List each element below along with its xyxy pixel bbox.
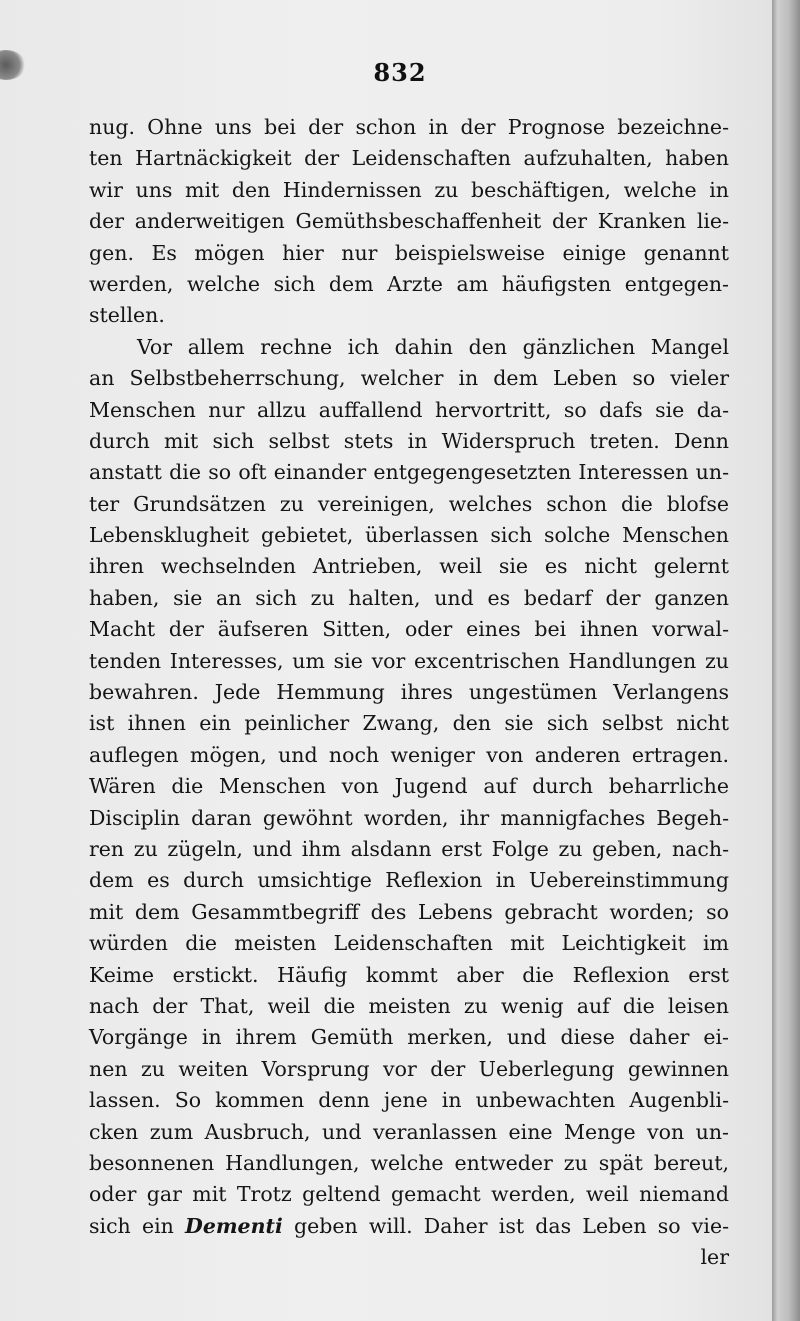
body-text	[89, 112, 729, 1273]
page-edge	[772, 0, 800, 1321]
text-line: ren zu zügeln, und ihm alsdann erst Folge zu geben, nach-	[89, 836, 729, 861]
text-line: wir uns mit den Hindernissen zu beschäftigen, welche in	[89, 177, 729, 202]
text-line: anstatt die so oft einander entgegengesetzten Interessen un-	[89, 460, 729, 485]
text-line: durch mit sich selbst stets in Widerspruch treten. Denn	[89, 428, 729, 453]
text-line: besonnenen Handlungen, welche entweder zu spät bereut,	[89, 1150, 729, 1175]
text-line: der anderweitigen Gemüthsbeschaffenheit der Kranken lie-	[89, 209, 729, 234]
text-line: lassen. So kommen denn jene in unbewachten Augenbli-	[89, 1088, 729, 1113]
text-line: Vorgänge in ihrem Gemüth merken, und diese daher ei-	[89, 1025, 729, 1050]
text-line: Keime erstickt. Häufig kommt aber die Reflexion erst	[89, 962, 729, 987]
text-line: ihren wechselnden Antrieben, weil sie es nicht gelernt	[89, 554, 729, 579]
text-line: werden, welche sich dem Arzte am häufigsten entgegen-	[89, 271, 729, 296]
catchword: ler	[700, 1245, 729, 1270]
text-line: nen zu weiten Vorsprung vor der Ueberlegung gewinnen	[89, 1056, 729, 1081]
text-line: Menschen nur allzu auffallend hervortritt, so dafs sie da-	[89, 397, 729, 422]
paragraph-first-line: Vor allem rechne ich dahin den gänzlichen Mangel	[137, 334, 729, 359]
text-line: würden die meisten Leidenschaften mit Leichtigkeit im	[89, 931, 729, 956]
page-number: 832	[373, 58, 427, 87]
text-line: bewahren. Jede Hemmung ihres ungestümen Verlangens	[89, 680, 729, 705]
text-line: an Selbstbeherrschung, welcher in dem Leben so vieler	[89, 366, 729, 391]
text-line: tenden Interesses, um sie vor excentrischen Handlungen zu	[89, 648, 729, 673]
text-line: stellen.	[89, 303, 165, 328]
text-line: ten Hartnäckigkeit der Leidenschaften aufzuhalten, haben	[89, 146, 729, 171]
text-line: nach der That, weil die meisten zu wenig auf die leisen	[89, 993, 729, 1018]
text-line: nug. Ohne uns bei der schon in der Prognose bezeichne-	[89, 115, 729, 139]
text-fragment: geben will. Daher ist das Leben so vie-	[282, 1213, 729, 1238]
text-line: haben, sie an sich zu halten, und es bedarf der ganzen	[89, 585, 729, 610]
text-line: gen. Es mögen hier nur beispielsweise einige genannt	[89, 240, 729, 265]
text-line: oder gar mit Trotz geltend gemacht werden, weil niemand	[89, 1182, 729, 1207]
text-line: Disciplin daran gewöhnt worden, ihr mannigfaches Begeh-	[89, 805, 729, 830]
text-line: Wären die Menschen von Jugend auf durch beharrliche	[89, 774, 729, 799]
emphasized-word: Dementi	[185, 1213, 283, 1238]
text-line: ter Grundsätzen zu vereinigen, welches schon die blofse	[89, 491, 729, 516]
text-line: Macht der äufseren Sitten, oder eines bei ihnen vorwal-	[89, 617, 729, 642]
text-line: mit dem Gesammtbegriff des Lebens gebracht worden; so	[89, 899, 729, 924]
text-line: ist ihnen ein peinlicher Zwang, den sie sich selbst nicht	[89, 711, 729, 736]
text-fragment: sich ein	[89, 1213, 186, 1238]
text-line: cken zum Ausbruch, und veranlassen eine Menge von un-	[89, 1119, 729, 1144]
text-line: dem es durch umsichtige Reflexion in Uebereinstimmung	[89, 868, 729, 893]
text-line-with-emphasis	[89, 1211, 729, 1242]
text-line: Lebensklugheit gebietet, überlassen sich solche Menschen	[89, 523, 729, 548]
text-line: auflegen mögen, und noch weniger von anderen ertragen.	[89, 742, 729, 767]
